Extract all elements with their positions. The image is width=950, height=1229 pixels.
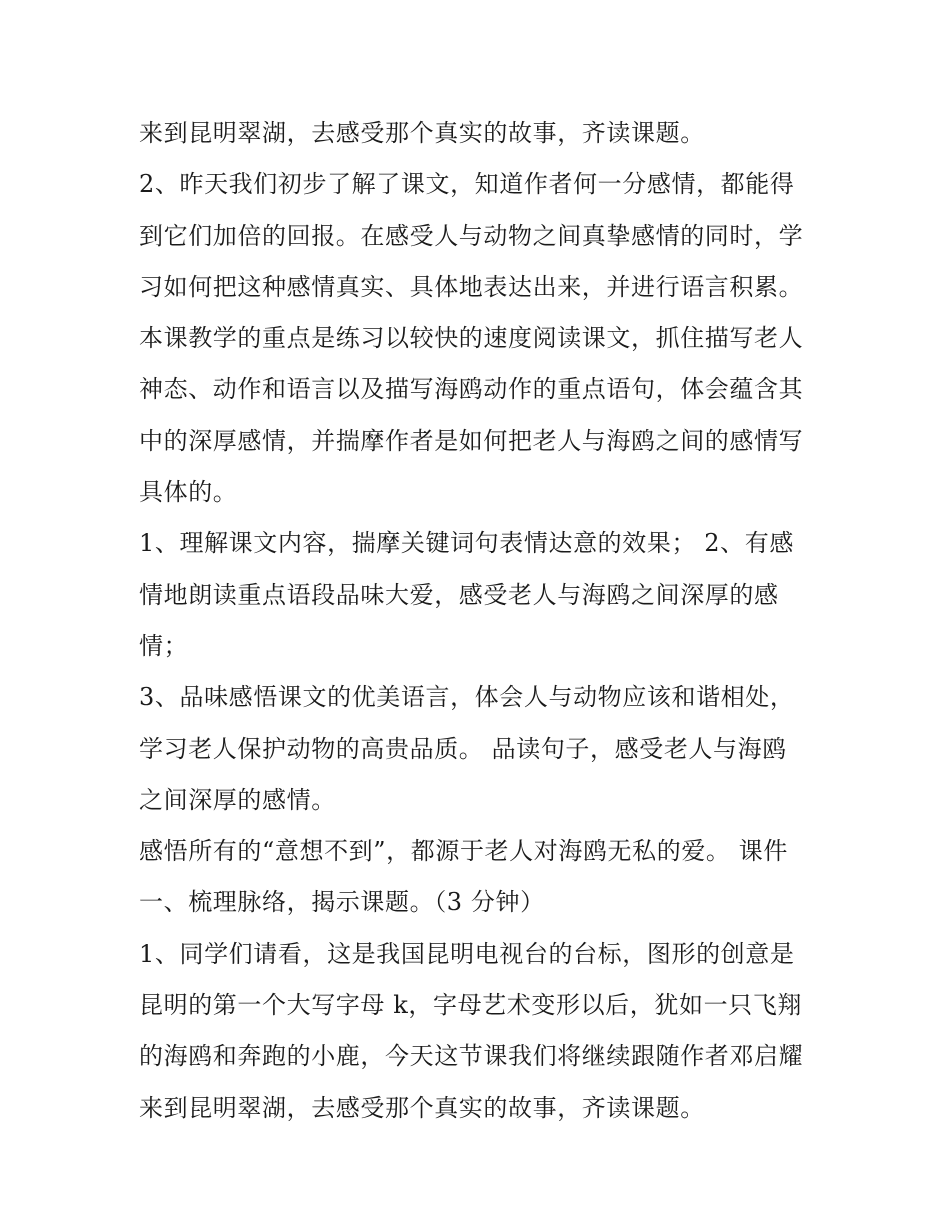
text-line-20: 来到昆明翠湖，去感受那个真实的故事，齐读课题。 (139, 1093, 705, 1122)
text-line-17: 1、同学们请看，这是我国昆明电视台的台标，图形的创意是 (139, 939, 795, 968)
text-line-19: 的海鸥和奔跑的小鹿，今天这节课我们将继续跟随作者邓启耀 (139, 1042, 804, 1071)
text-line-4: 习如何把这种感情真实、具体地表达出来，并进行语言积累。 (139, 272, 804, 301)
text-line-15: 感悟所有的“意想不到”，都源于老人对海鸥无私的爱。 课件 (139, 837, 788, 866)
text-line-8: 具体的。 (139, 478, 238, 507)
text-line-3: 到它们加倍的回报。在感受人与动物之间真挚感情的同时，学 (139, 221, 804, 250)
text-line-5: 本课教学的重点是练习以较快的速度阅读课文，抓住描写老人 (139, 324, 804, 353)
text-line-18: 昆明的第一个大写字母 k，字母艺术变形以后，犹如一只飞翔 (139, 991, 802, 1020)
text-line-13: 学习老人保护动物的高贵品质。 品读句子，感受老人与海鸥 (139, 734, 787, 763)
text-line-14: 之间深厚的感情。 (139, 785, 336, 814)
text-line-11: 情； (139, 631, 189, 660)
text-line-2: 2、昨天我们初步了解了课文，知道作者何一分感情，都能得 (139, 170, 795, 199)
text-line-1: 来到昆明翠湖，去感受那个真实的故事，齐读课题。 (139, 119, 705, 147)
text-line-6: 神态、动作和语言以及描写海鸥动作的重点语句，体会蕴含其 (139, 375, 804, 404)
text-line-10: 情地朗读重点语段品味大爱，感受老人与海鸥之间深厚的感 (139, 580, 779, 609)
text-line-12: 3、品味感悟课文的优美语言，体会人与动物应该和谐相处， (139, 683, 795, 712)
text-line-9: 1、理解课文内容，揣摩关键词句表情达意的效果； 2、有感 (139, 529, 794, 558)
text-line-7: 中的深厚感情，并揣摩作者是如何把老人与海鸥之间的感情写 (139, 426, 804, 455)
text-line-16: 一、梳理脉络，揭示课题。（3 分钟） (139, 888, 545, 917)
document-body (139, 108, 819, 1134)
